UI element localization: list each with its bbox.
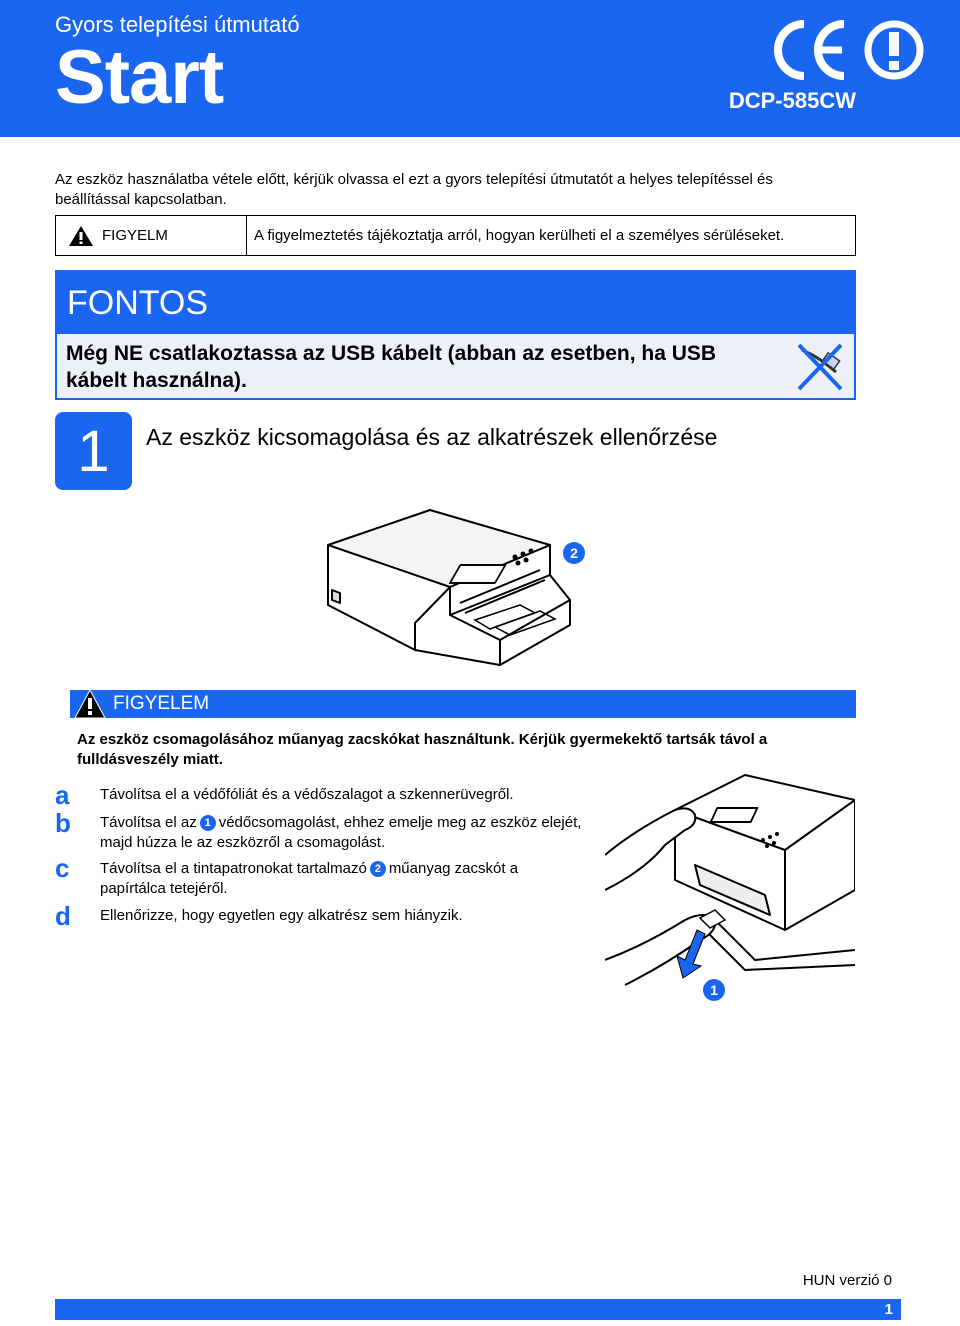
warning-triangle-icon: [74, 689, 106, 719]
step-b-text: [100, 813, 620, 852]
warning-text: Az eszköz csomagolásához műanyag zacskókat használtunk. Kérjük gyermekektő tartsák távol a fulldásveszély miatt.: [77, 731, 768, 768]
step-title: Az eszköz kicsomagolása és az alkatrészek ellenőrzése: [146, 424, 718, 450]
callout-2-inline: 2: [370, 861, 386, 877]
footer-bar: [55, 1299, 901, 1320]
step-c-text-line2: papírtálca tetejéről.: [100, 879, 228, 897]
step-b-text-end: védőcsomagolást, ehhez emelje meg az eszköz elejét,: [218, 814, 582, 831]
step-letter-c: c: [55, 853, 70, 883]
printer-illustration: [320, 505, 620, 675]
version-label: HUN verzió 0: [802, 1272, 892, 1289]
caution-label-cell: [56, 216, 247, 255]
no-usb-cable-icon: [796, 342, 844, 392]
callout-2-badge: 2: [563, 542, 585, 564]
intro-paragraph: Az eszköz használatba vétele előtt, kérjük olvassa el ezt a gyors telepítési útmutatót a helyes telepítéssel és beállítással kapcsolatban.: [55, 171, 773, 208]
step-letter-b: b: [55, 808, 71, 838]
caution-definition-row: [55, 215, 856, 256]
step-letter-d: d: [55, 901, 71, 931]
step-c-text-start: Távolítsa el a tintapatronokat tartalmazó: [100, 860, 367, 877]
step-a-text: Távolítsa el a védőfóliát és a védőszalagot a szkennerüvegről.: [100, 786, 514, 803]
step-c-text: [100, 859, 580, 898]
guide-subtitle: Gyors telepítési útmutató: [55, 12, 300, 37]
step-number-badge: 1: [55, 412, 132, 490]
step-b-text-line2: majd húzza le az eszközről a csomagolást.: [100, 833, 386, 851]
model-name: DCP-585CW: [728, 88, 856, 113]
important-heading: FONTOS: [57, 272, 854, 334]
warning-heading: FIGYELEM: [70, 690, 856, 718]
page-title: Start: [55, 35, 224, 120]
caution-description: A figyelmeztetés tájékoztatja arról, hogyan kerülheti el a személyes sérüléseket.: [254, 227, 785, 244]
warning-triangle-icon: [68, 225, 94, 247]
important-text: Még NE csatlakoztassa az USB kábelt (abban az esetben, ha USB kábelt használna).: [66, 342, 717, 393]
important-box: [55, 270, 856, 400]
callout-1-inline: 1: [200, 815, 216, 831]
step-d-text: Ellenőrizze, hogy egyetlen egy alkatrész sem hiányzik.: [100, 907, 463, 924]
ce-mark-icon: [770, 18, 925, 82]
step-letter-a: a: [55, 780, 70, 810]
step-b-text-start: Távolítsa el az: [100, 814, 197, 831]
header-banner: [0, 0, 960, 137]
caution-label: FIGYELM: [102, 227, 168, 244]
remove-packaging-illustration: [605, 770, 855, 1010]
page-number: 1: [884, 1301, 893, 1318]
step-c-text-end: műanyag zacskót a: [388, 860, 519, 877]
callout-1-badge: 1: [703, 979, 725, 1001]
